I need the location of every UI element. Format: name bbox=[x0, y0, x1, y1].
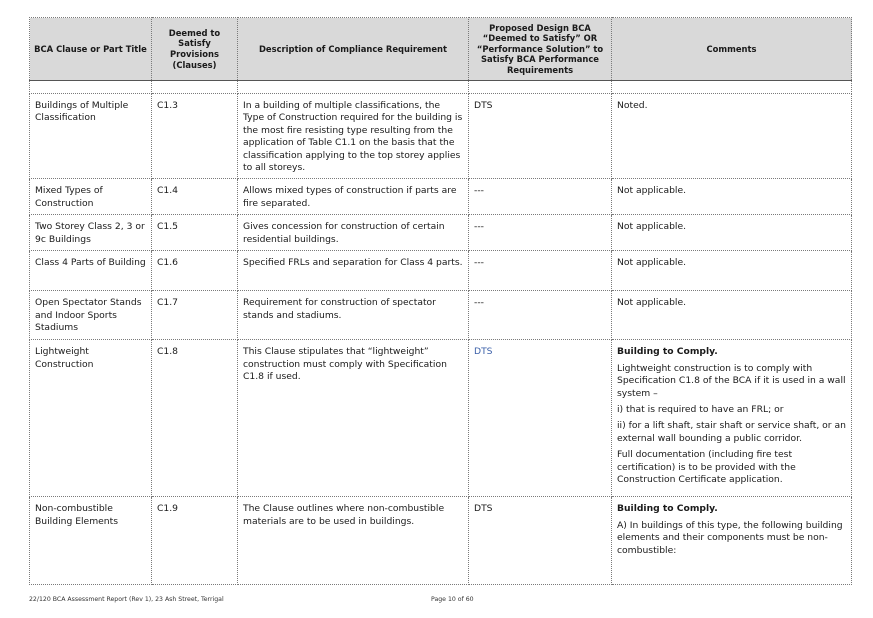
proposed-cell: DTS bbox=[469, 94, 612, 179]
proposed-cell: DTS bbox=[469, 340, 612, 497]
proposed-cell: DTS bbox=[469, 497, 612, 585]
proposed-cell: --- bbox=[469, 179, 612, 215]
footer-report-reference: 22/120 BCA Assessment Report (Rev 1), 23 Ash Street, Terrigal bbox=[29, 596, 224, 603]
clause-title-cell: Mixed Types of Construction bbox=[30, 179, 152, 215]
comment-text: Not applicable. bbox=[617, 221, 687, 233]
comment-text: Not applicable. bbox=[617, 185, 687, 197]
clause-number-cell: C1.8 bbox=[152, 340, 238, 497]
comment-heading: Building to Comply. bbox=[617, 346, 718, 358]
description-cell: Requirement for construction of spectator stands and stadiums. bbox=[238, 291, 469, 340]
header-description: Description of Compliance Requirement bbox=[238, 18, 469, 81]
clause-number-cell: C1.9 bbox=[152, 497, 238, 585]
clause-number-cell: C1.6 bbox=[152, 251, 238, 291]
clause-number-cell: C1.7 bbox=[152, 291, 238, 340]
comments-cell bbox=[612, 94, 852, 179]
comments-cell bbox=[612, 251, 852, 291]
comments-cell bbox=[612, 497, 852, 585]
comment-text: Full documentation (including fire test certification) is to be provided with the Construction Certificate application. bbox=[617, 449, 796, 486]
clause-title-cell: Buildings of Multiple Classification bbox=[30, 94, 152, 179]
table-row bbox=[30, 340, 852, 497]
table-row bbox=[30, 215, 852, 251]
comment-text: Noted. bbox=[617, 100, 648, 111]
comments-cell bbox=[612, 179, 852, 215]
table-header-row bbox=[30, 18, 852, 81]
table-row bbox=[30, 497, 852, 585]
clause-title-cell: Lightweight Construction bbox=[30, 340, 152, 497]
description-cell: This Clause stipulates that “lightweight” construction must comply with Specification C1.8 if used. bbox=[238, 340, 469, 497]
footer-page-number: Page 10 of 60 bbox=[431, 596, 474, 603]
comment-text: i) that is required to have an FRL; or bbox=[617, 404, 784, 416]
description-cell: The Clause outlines where non-combustible materials are to be used in buildings. bbox=[238, 497, 469, 585]
header-spacer-row bbox=[30, 81, 852, 94]
table-row bbox=[30, 94, 852, 179]
clause-title-cell: Two Storey Class 2, 3 or 9c Buildings bbox=[30, 215, 152, 251]
table-row bbox=[30, 179, 852, 215]
description-cell: Allows mixed types of construction if parts are fire separated. bbox=[238, 179, 469, 215]
comment-text: Lightweight construction is to comply with Specification C1.8 of the BCA if it is used in a wall system – bbox=[617, 362, 846, 399]
table-row bbox=[30, 291, 852, 340]
proposed-cell: --- bbox=[469, 215, 612, 251]
header-proposed-design: Proposed Design BCA “Deemed to Satisfy” OR “Performance Solution” to Satisfy BCA Performance Requirements bbox=[469, 18, 612, 81]
header-dts-provisions: Deemed to Satisfy Provisions (Clauses) bbox=[152, 18, 238, 81]
description-cell: In a building of multiple classifications, the Type of Construction required for the building is the most fire resisting type resulting from the application of Table C1.1 on the basis that the classification applying to the top storey applies to all storeys. bbox=[238, 94, 469, 179]
comment-heading: Building to Comply. bbox=[617, 503, 718, 515]
header-clause-title: BCA Clause or Part Title bbox=[30, 18, 152, 81]
comment-text: A) In buildings of this type, the following building elements and their components must be non-combustible: bbox=[617, 519, 843, 556]
clause-number-cell: C1.5 bbox=[152, 215, 238, 251]
bca-compliance-table bbox=[29, 17, 852, 585]
clause-title-cell: Class 4 Parts of Building bbox=[30, 251, 152, 291]
comments-cell bbox=[612, 215, 852, 251]
clause-number-cell: C1.3 bbox=[152, 94, 238, 179]
proposed-cell: --- bbox=[469, 291, 612, 340]
comments-cell bbox=[612, 340, 852, 497]
comment-text: Not applicable. bbox=[617, 257, 687, 269]
comments-cell bbox=[612, 291, 852, 340]
comment-text: Not applicable. bbox=[617, 297, 687, 309]
table-row bbox=[30, 251, 852, 291]
header-comments: Comments bbox=[612, 18, 852, 81]
clause-title-cell: Open Spectator Stands and Indoor Sports Stadiums bbox=[30, 291, 152, 340]
clause-title-cell: Non-combustible Building Elements bbox=[30, 497, 152, 585]
description-cell: Specified FRLs and separation for Class 4 parts. bbox=[238, 251, 469, 291]
description-cell: Gives concession for construction of certain residential buildings. bbox=[238, 215, 469, 251]
clause-number-cell: C1.4 bbox=[152, 179, 238, 215]
proposed-cell: --- bbox=[469, 251, 612, 291]
comment-text: ii) for a lift shaft, stair shaft or service shaft, or an external wall bounding a public corridor. bbox=[617, 420, 846, 444]
